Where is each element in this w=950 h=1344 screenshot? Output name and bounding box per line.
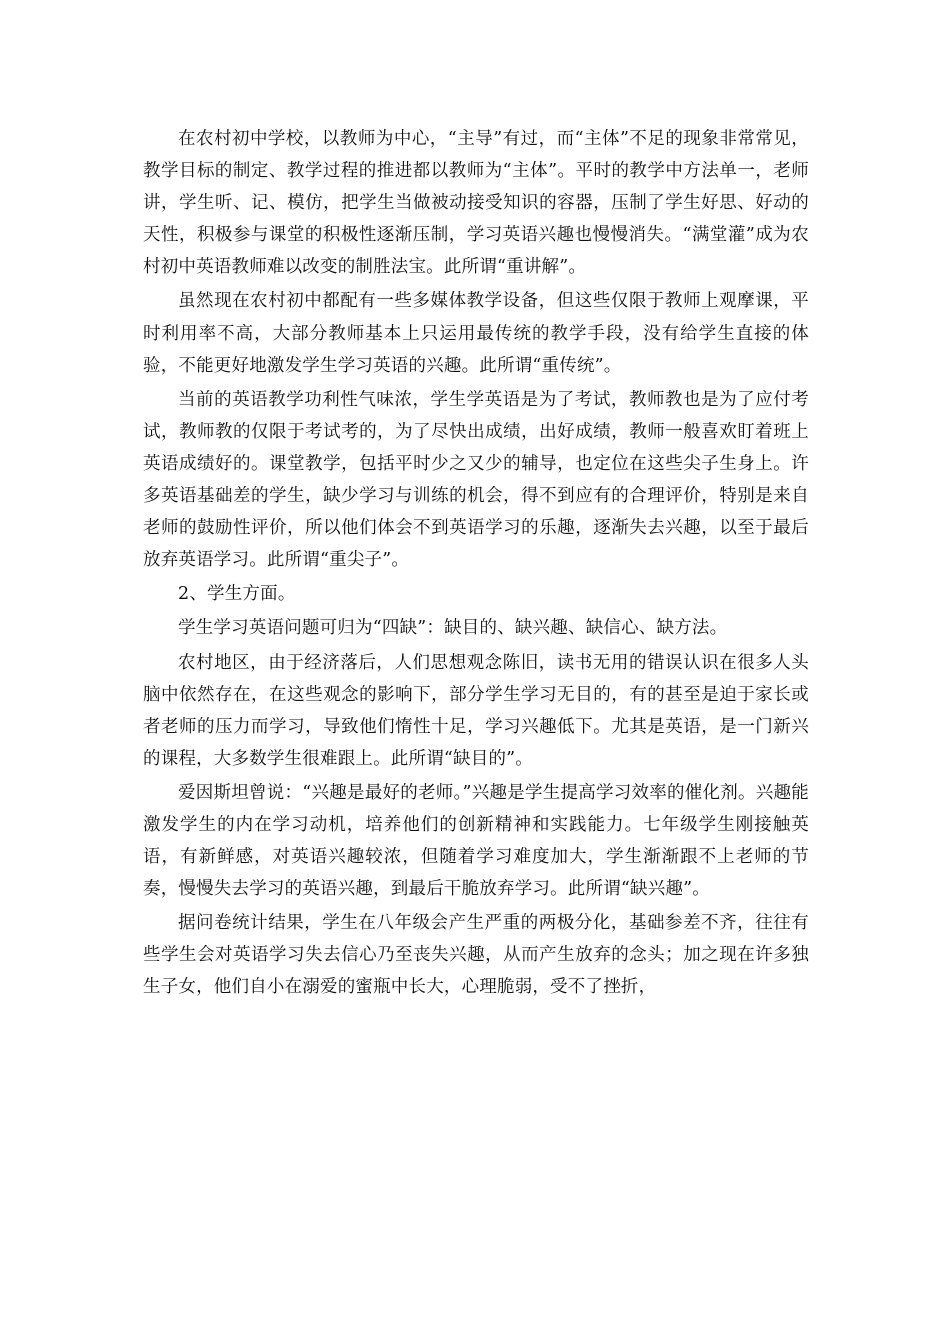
paragraph-lack-confidence: 据问卷统计结果，学生在八年级会产生严重的两极分化，基础参差不齐，往往有些学生会对英语学习失去信心乃至丧失兴趣，从而产生放弃的念头；加之现在许多独生子女，他们自小在溺爱的蜜瓶中长大，心理脆弱，受不了挫折，	[143, 913, 809, 998]
paragraph-lack-purpose: 农村地区，由于经济落后，人们思想观念陈旧，读书无用的错误认识在很多人头脑中依然存在，在这些观念的影响下，部分学生学习无目的，有的甚至是迫于家长或者老师的压力而学习，导致他们惰性十足，学习兴趣低下。尤其是英语，是一门新兴的课程，大多数学生很难跟上。此所谓“缺目的”。	[143, 652, 809, 769]
section-heading-students: 2、学生方面。	[178, 584, 296, 605]
document-body	[143, 123, 809, 1004]
paragraph-traditional-methods: 虽然现在农村初中都配有一些多媒体教学设备，但这些仅限于教师上观摩课，平时利用率不高，大部分教师基本上只运用最传统的教学手段，没有给学生直接的体验，不能更好地激发学生学习英语的兴趣。此所谓“重传统”。	[143, 291, 809, 376]
paragraph-top-students: 当前的英语教学功利性气味浓，学生学英语是为了考试，教师教也是为了应付考试，教师教的仅限于考试考的，为了尽快出成绩，出好成绩，教师一般喜欢盯着班上英语成绩好的。课堂教学，包括平时少之又少的辅导，也定位在这些尖子生身上。许多英语基础差的学生，缺少学习与训练的机会，得不到应有的合理评价，特别是来自老师的鼓励性评价，所以他们体会不到英语学习的乐趣，逐渐失去兴趣，以至于最后放弃英语学习。此所谓“重尖子”。	[143, 389, 809, 571]
paragraph-four-lacks: 学生学习英语问题可归为“四缺”：缺目的、缺兴趣、缺信心、缺方法。	[178, 618, 728, 639]
paragraph-teacher-centered: 在农村初中学校，以教师为中心，“主导”有过，而“主体”不足的现象非常常见，教学目标的制定、教学过程的推进都以教师为“主体”。平时的教学中方法单一，老师讲，学生听、记、模仿，把学生当做被动接受知识的容器，压制了学生好思、好动的天性，积极参与课堂的积极性逐渐压制，学习英语兴趣也慢慢消失。“满堂灌”成为农村初中英语教师难以改变的制胜法宝。此所谓“重讲解”。	[143, 129, 809, 278]
paragraph-lack-interest: 爱因斯坦曾说：“兴趣是最好的老师。”兴趣是学生提高学习效率的催化剂。兴趣能激发学生的内在学习动机，培养他们的创新精神和实践能力。七年级学生刚接触英语，有新鲜感，对英语兴趣较浓，但随着学习难度加大，学生渐渐跟不上老师的节奏，慢慢失去学习的英语兴趣，到最后干脆放弃学习。此所谓“缺兴趣”。	[143, 782, 809, 900]
